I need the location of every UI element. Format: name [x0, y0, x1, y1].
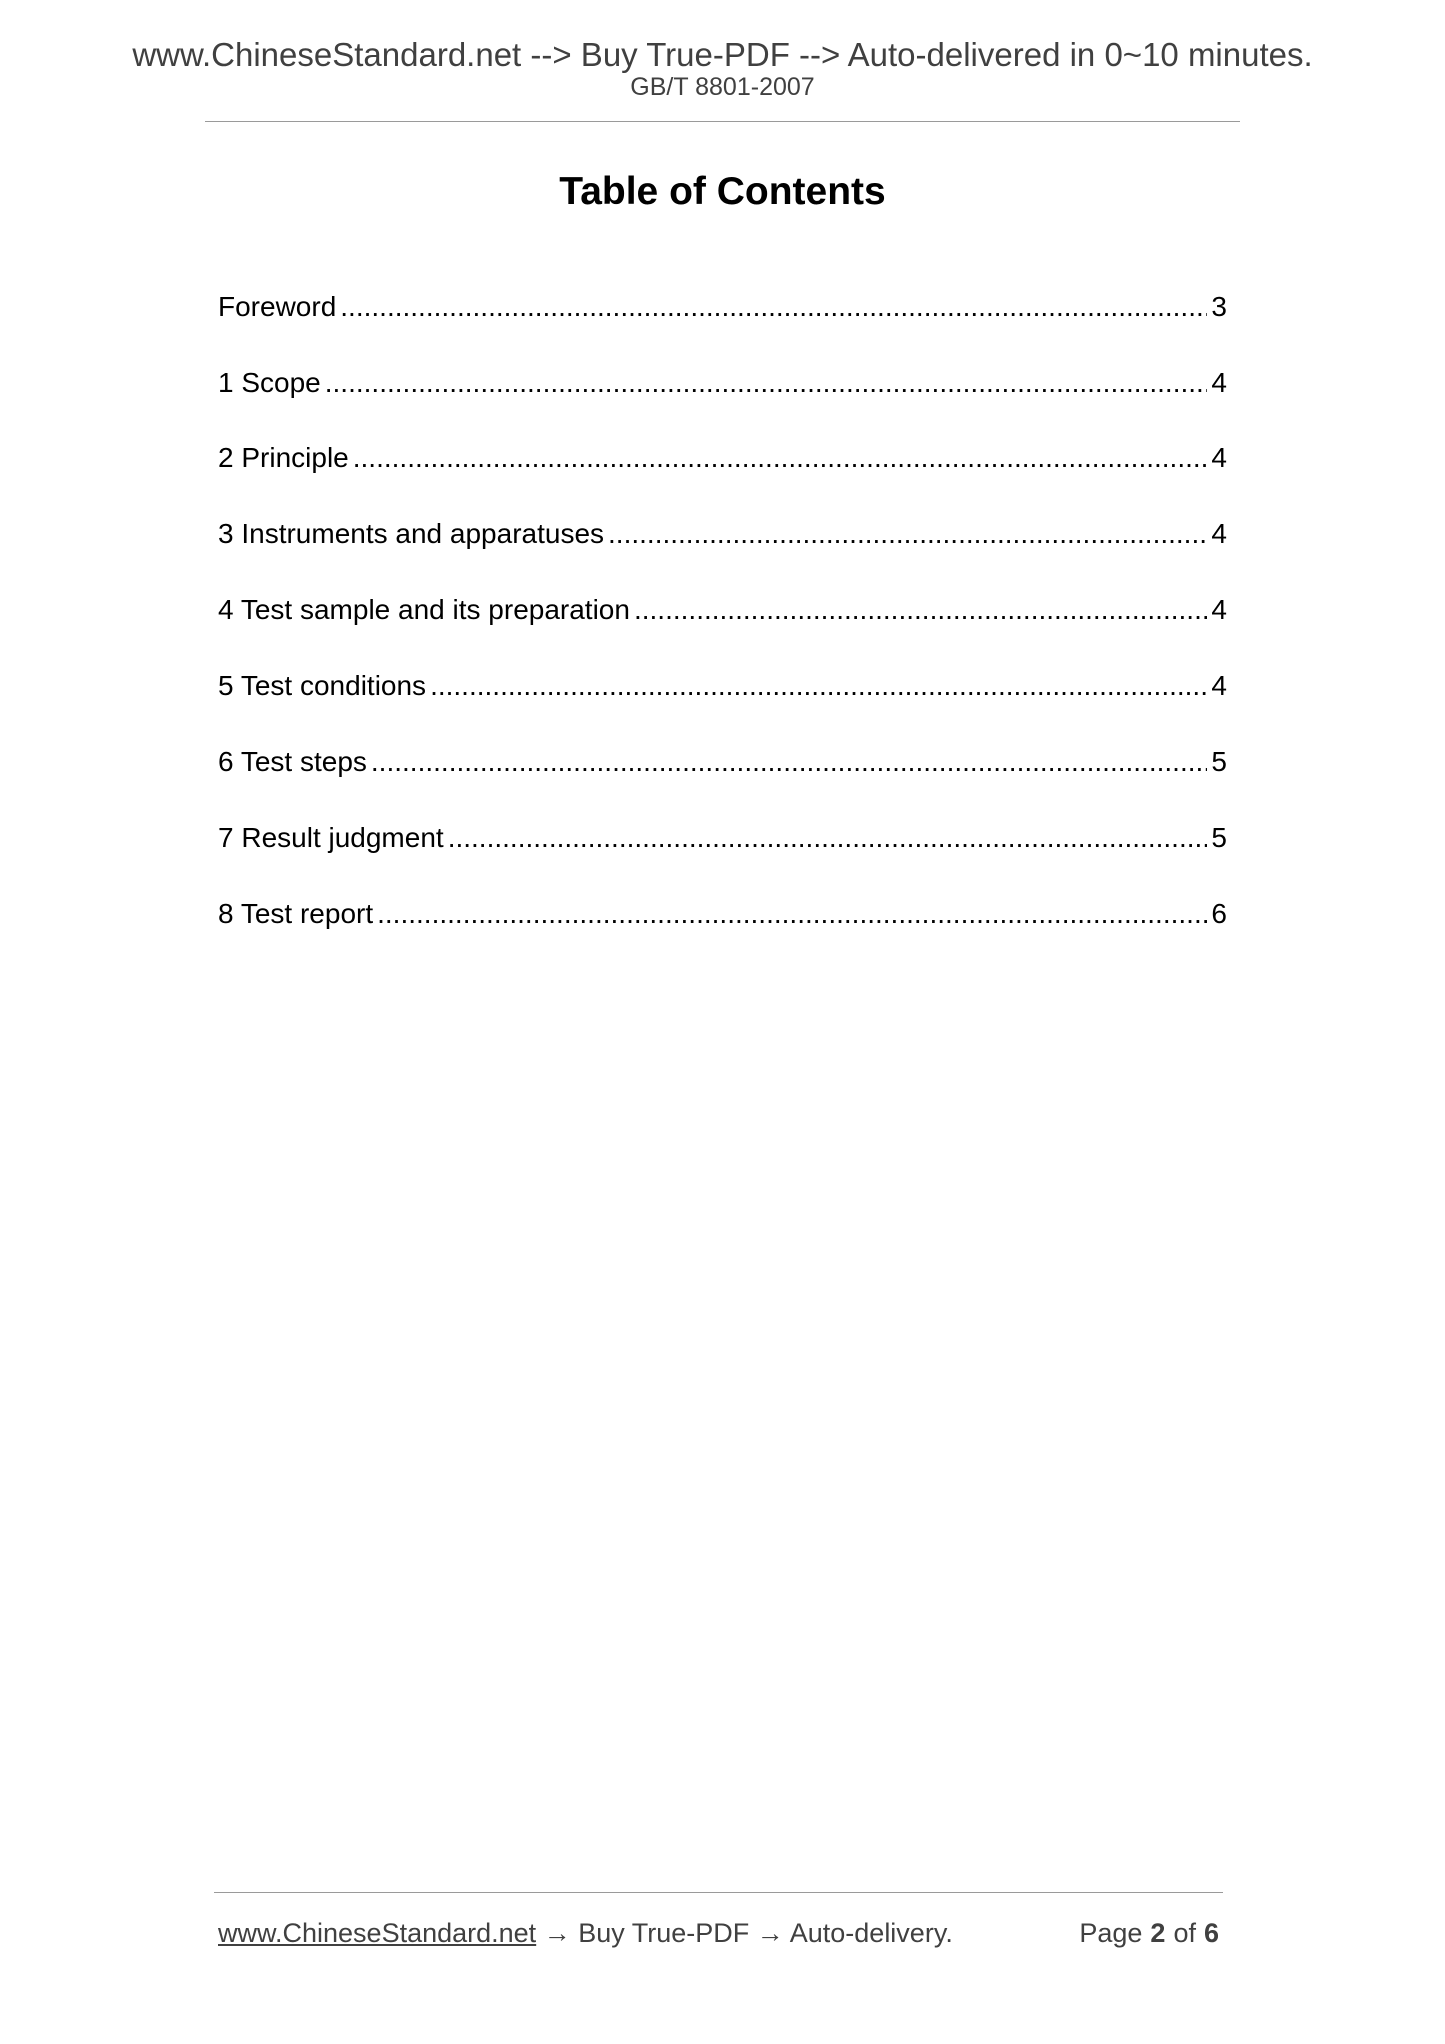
toc-dot-leader — [353, 438, 1208, 478]
toc-entry-foreword[interactable] — [218, 287, 1227, 363]
toc-entry-label: 1 Scope — [218, 367, 321, 398]
toc-entry-principle[interactable] — [218, 438, 1227, 514]
toc-dot-leader — [608, 514, 1207, 554]
toc-entry-test-report[interactable] — [218, 894, 1227, 970]
toc-entry-page: 6 — [1211, 898, 1227, 929]
toc-entry-test-conditions[interactable] — [218, 666, 1227, 742]
of-word: of — [1173, 1918, 1196, 1948]
toc-entry-instruments[interactable] — [218, 514, 1227, 590]
page-footer — [218, 1913, 1223, 1953]
toc-entry-label: 4 Test sample and its preparation — [218, 594, 630, 625]
toc-entry-scope[interactable] — [218, 363, 1227, 438]
toc-entry-page: 4 — [1211, 670, 1227, 701]
toc-entry-result-judgment[interactable] — [218, 818, 1227, 894]
toc-entry-page: 5 — [1211, 822, 1227, 853]
toc-dot-leader — [377, 894, 1207, 934]
total-pages-number: 6 — [1203, 1918, 1219, 1948]
toc-entry-label: 6 Test steps — [218, 746, 367, 777]
current-page-number: 2 — [1150, 1918, 1166, 1948]
footer-site-link[interactable]: www.ChineseStandard.net — [218, 1918, 537, 1948]
footer-divider — [214, 1892, 1223, 1893]
toc-dot-leader — [325, 363, 1208, 403]
toc-entry-page: 4 — [1211, 367, 1227, 398]
toc-dot-leader — [448, 818, 1208, 858]
toc-entry-page: 4 — [1211, 594, 1227, 625]
toc-dot-leader — [340, 287, 1207, 327]
toc-dot-leader — [634, 590, 1207, 630]
footer-promo — [218, 1913, 953, 1953]
site-banner: www.ChineseStandard.net --> Buy True-PDF --> Auto-delivered in 0~10 minutes. — [132, 36, 1313, 73]
footer-tagline: → Buy True-PDF → Auto-delivery. — [536, 1918, 953, 1948]
page-word: Page — [1079, 1918, 1143, 1948]
toc-entry-page: 4 — [1211, 442, 1227, 473]
toc-entry-test-sample[interactable] — [218, 590, 1227, 666]
page-number — [1079, 1913, 1219, 1953]
toc-entry-label: 2 Principle — [218, 442, 349, 473]
toc-list — [218, 287, 1227, 970]
toc-dot-leader — [371, 742, 1208, 782]
toc-entry-label: 3 Instruments and apparatuses — [218, 518, 605, 549]
toc-entry-page: 4 — [1211, 518, 1227, 549]
toc-entry-label: 7 Result judgment — [218, 822, 444, 853]
page-title: Table of Contents — [559, 170, 886, 213]
toc-entry-label: 8 Test report — [218, 898, 374, 929]
toc-entry-label: Foreword — [218, 291, 337, 322]
toc-entry-label: 5 Test conditions — [218, 670, 427, 701]
header-divider — [205, 121, 1240, 122]
standard-code: GB/T 8801-2007 — [630, 73, 815, 101]
toc-entry-page: 3 — [1211, 291, 1227, 322]
toc-entry-test-steps[interactable] — [218, 742, 1227, 818]
toc-entry-page: 5 — [1211, 746, 1227, 777]
toc-dot-leader — [430, 666, 1207, 706]
